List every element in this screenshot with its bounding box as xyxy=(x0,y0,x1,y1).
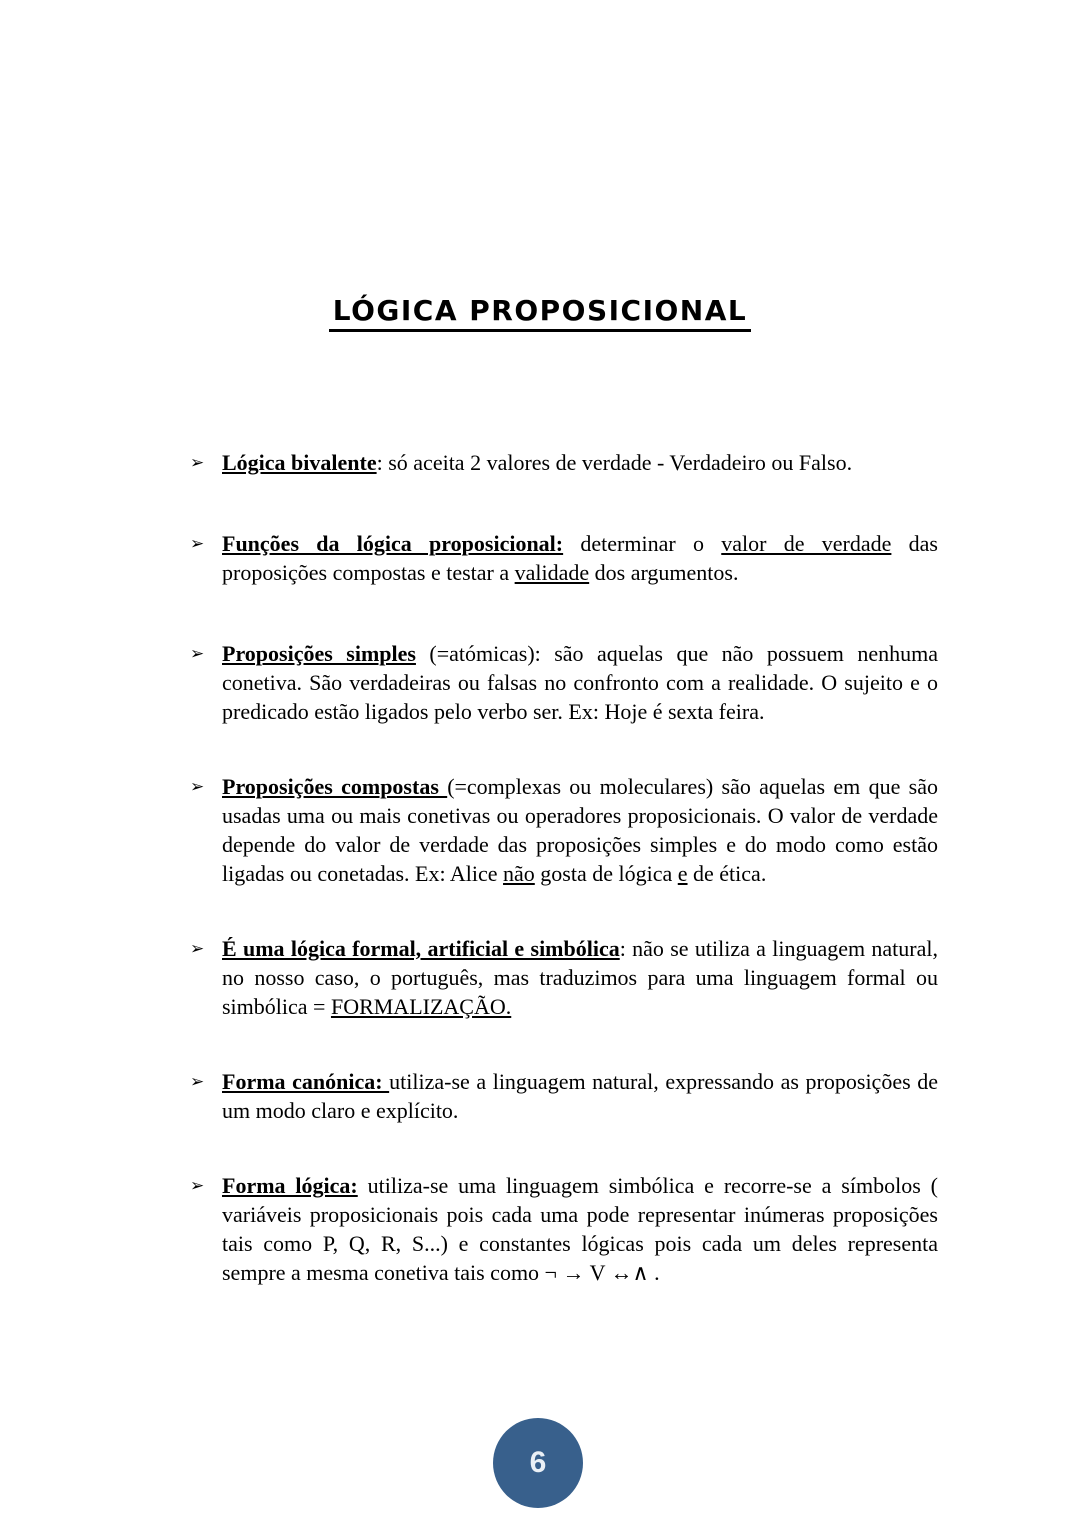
text-segment: utiliza-se uma linguagem simbólica e recorre-se a símbolos ( variáveis proposicionais pois cada uma pode representar inúmeras proposições tais como P, Q, R, S...) e constantes lógicas pois cada um deles representa sempre a mesma conetiva tais como ¬ → V ↔∧ . xyxy=(222,1173,938,1285)
list-item xyxy=(190,1067,938,1125)
text-segment: (=atómicas): são aquelas que não possuem nenhuma conetiva. São verdadeiras ou falsas no confronto com a realidade. O sujeito e o predicado estão ligados pelo verbo ser. Ex: Hoje é sexta feira. xyxy=(222,641,938,724)
text-segment: Funções da lógica proposicional: xyxy=(222,531,564,556)
list-item xyxy=(190,934,938,1021)
bullet-list xyxy=(190,448,938,1287)
arrow-bullet-icon: ➢ xyxy=(190,1072,205,1092)
text-segment: e xyxy=(677,861,688,886)
text-segment: validade xyxy=(514,560,590,585)
text-segment: Forma canónica: xyxy=(222,1069,390,1094)
title-section xyxy=(0,0,1080,332)
list-item xyxy=(190,639,938,726)
list-item xyxy=(190,529,938,587)
text-segment: não xyxy=(503,861,535,886)
text-segment: Proposições compostas xyxy=(222,774,448,799)
text-segment: de ética. xyxy=(687,861,767,886)
text-segment: Lógica bivalente xyxy=(222,450,377,475)
list-item xyxy=(190,772,938,888)
text-segment: dos argumentos. xyxy=(589,560,739,585)
text-segment: das proposições compostas e testar a xyxy=(222,531,938,585)
page-number: 6 xyxy=(529,1446,547,1479)
arrow-bullet-icon: ➢ xyxy=(190,453,205,473)
text-segment: valor de verdade xyxy=(721,531,892,556)
text-segment: : só aceita 2 valores de verdade - Verdadeiro ou Falso. xyxy=(376,450,853,475)
text-segment: determinar o xyxy=(563,531,722,556)
text-segment: : não se utiliza a linguagem natural, no nosso caso, o português, mas traduzimos para uma linguagem formal ou simbólica = xyxy=(222,936,938,1019)
text-segment: gosta de lógica xyxy=(534,861,678,886)
page-title: LÓGICA PROPOSICIONAL xyxy=(329,294,752,332)
arrow-bullet-icon: ➢ xyxy=(190,939,205,959)
list-item xyxy=(190,1171,938,1287)
text-segment: (=complexas ou moleculares) são aquelas em que são usadas uma ou mais conetivas ou operadores proposicionais. O valor de verdade depende do valor de verdade das proposições simples e do modo como estão ligadas ou conetadas. Ex: Alice xyxy=(222,774,938,886)
page-number-badge xyxy=(493,1418,583,1508)
arrow-bullet-icon: ➢ xyxy=(190,534,205,554)
text-segment: Proposições simples xyxy=(222,641,416,666)
text-segment: FORMALIZAÇÃO. xyxy=(330,994,512,1019)
arrow-bullet-icon: ➢ xyxy=(190,1176,205,1196)
text-segment: utiliza-se a linguagem natural, expressando as proposições de um modo claro e explícito. xyxy=(222,1069,938,1123)
text-segment: É uma lógica formal, artificial e simbólica xyxy=(222,936,620,961)
text-segment: Forma lógica: xyxy=(222,1173,358,1198)
arrow-bullet-icon: ➢ xyxy=(190,644,205,664)
list-item xyxy=(190,448,938,477)
arrow-bullet-icon: ➢ xyxy=(190,777,205,797)
